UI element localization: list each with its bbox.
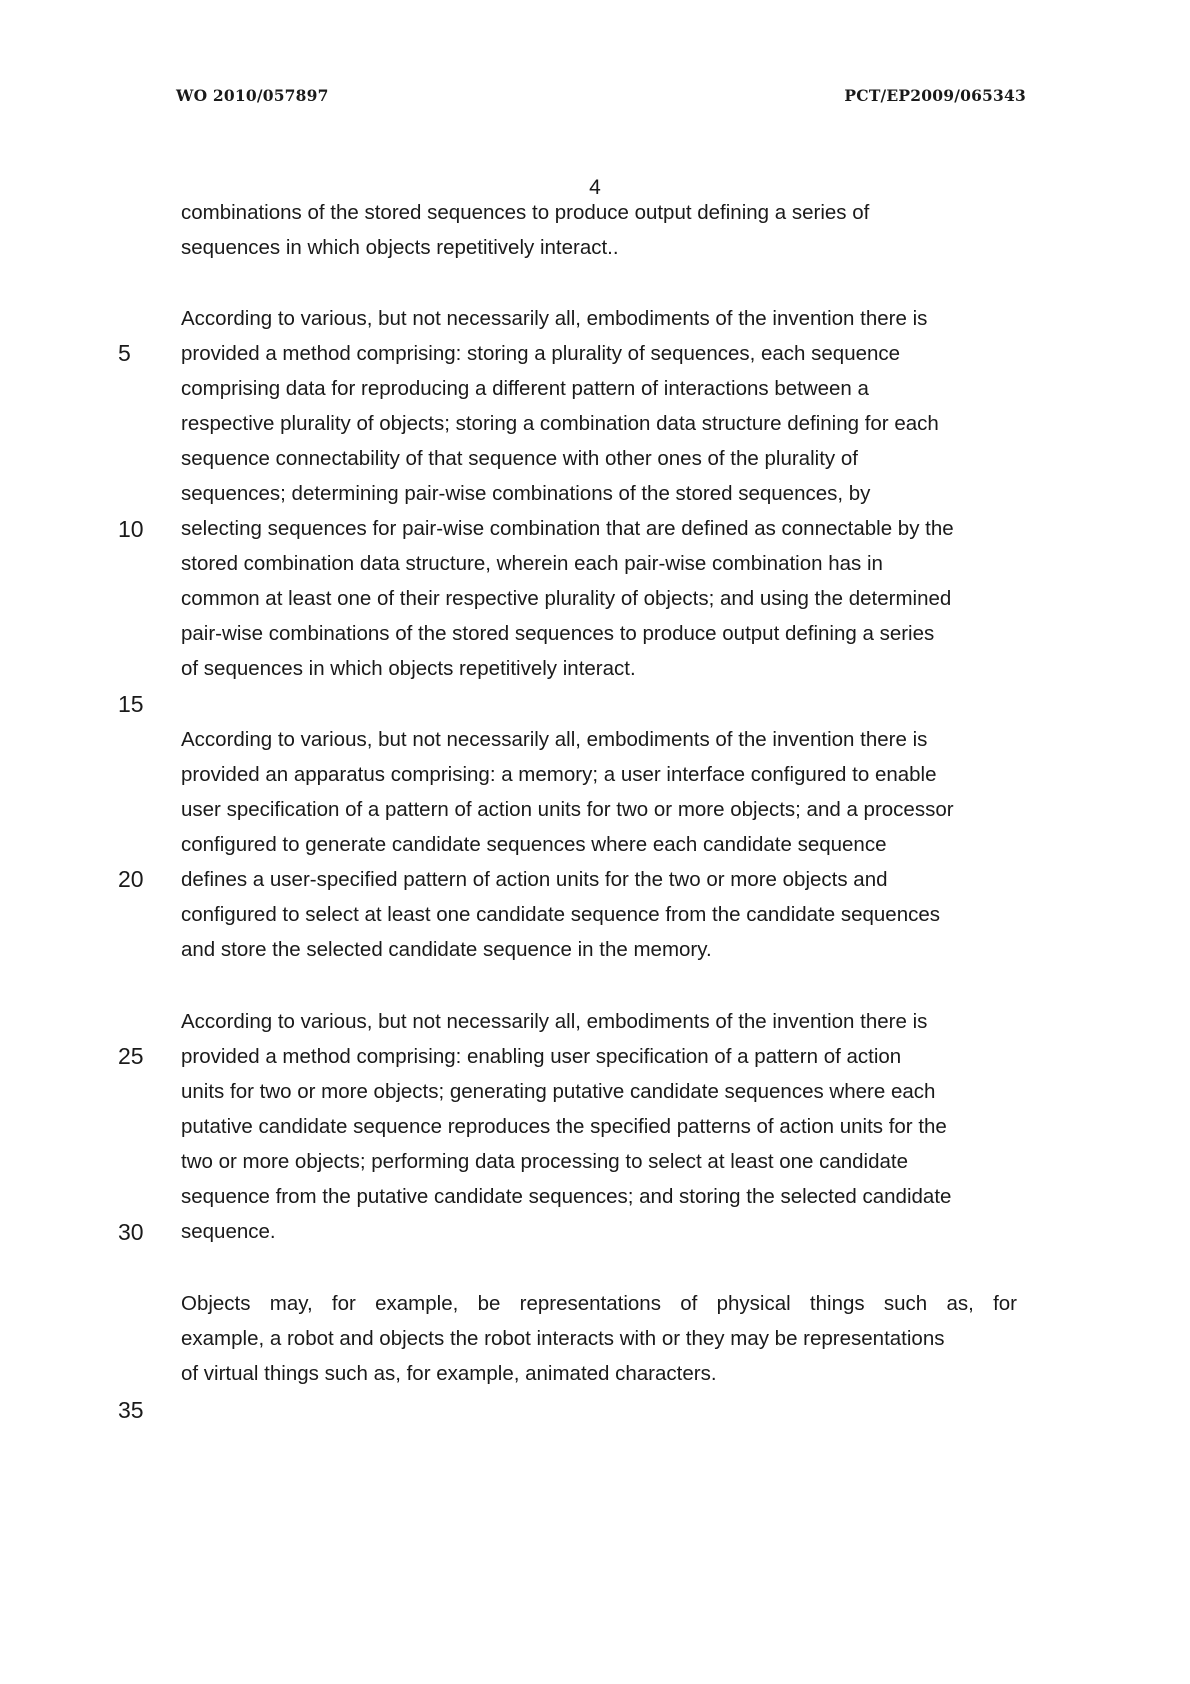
publication-number: WO 2010/057897 xyxy=(176,86,329,105)
text-line: and store the selected candidate sequence in the memory. xyxy=(181,938,712,961)
text-line: common at least one of their respective plurality of objects; and using the determined xyxy=(181,587,952,610)
text-line: provided a method comprising: storing a plurality of sequences, each sequence xyxy=(181,342,901,365)
text-line: of sequences in which objects repetitively interact. xyxy=(181,657,636,680)
application-number: PCT/EP2009/065343 xyxy=(844,86,1026,105)
text-line: of virtual things such as, for example, animated characters. xyxy=(181,1362,717,1385)
text-line: Objects may, for example, be representations of physical things such as, for xyxy=(181,1292,1017,1315)
text-line: user specification of a pattern of action units for two or more objects; and a processor xyxy=(181,798,954,821)
text-line: According to various, but not necessarily all, embodiments of the invention there is xyxy=(181,307,928,330)
text-line: According to various, but not necessarily all, embodiments of the invention there is xyxy=(181,728,928,751)
text-line: sequence connectability of that sequence with other ones of the plurality of xyxy=(181,447,858,470)
line-number: 10 xyxy=(118,516,144,542)
text-line: provided a method comprising: enabling user specification of a pattern of action xyxy=(181,1045,902,1068)
text-line: defines a user-specified pattern of action units for the two or more objects and xyxy=(181,868,888,891)
text-line: sequences in which objects repetitively interact.. xyxy=(181,236,619,259)
text-line: sequence. xyxy=(181,1220,276,1243)
line-number: 25 xyxy=(118,1043,144,1069)
text-line: putative candidate sequence reproduces the specified patterns of action units for the xyxy=(181,1115,947,1138)
text-line: combinations of the stored sequences to produce output defining a series of xyxy=(181,201,870,224)
text-line: pair-wise combinations of the stored sequences to produce output defining a series xyxy=(181,622,935,645)
text-line: respective plurality of objects; storing a combination data structure defining for each xyxy=(181,412,939,435)
line-number: 15 xyxy=(118,691,144,717)
text-line: sequence from the putative candidate sequences; and storing the selected candidate xyxy=(181,1185,952,1208)
text-line: selecting sequences for pair-wise combination that are defined as connectable by the xyxy=(181,517,954,540)
line-number: 30 xyxy=(118,1219,144,1245)
text-line: provided an apparatus comprising: a memory; a user interface configured to enable xyxy=(181,763,937,786)
text-line: According to various, but not necessarily all, embodiments of the invention there is xyxy=(181,1010,928,1033)
text-line: two or more objects; performing data processing to select at least one candidate xyxy=(181,1150,909,1173)
line-number: 35 xyxy=(118,1397,144,1423)
line-number: 5 xyxy=(118,340,131,366)
text-line: configured to generate candidate sequences where each candidate sequence xyxy=(181,833,887,856)
text-line: example, a robot and objects the robot interacts with or they may be representations xyxy=(181,1327,945,1350)
text-line: configured to select at least one candidate sequence from the candidate sequences xyxy=(181,903,941,926)
text-line: sequences; determining pair-wise combinations of the stored sequences, by xyxy=(181,482,871,505)
text-line: comprising data for reproducing a different pattern of interactions between a xyxy=(181,377,869,400)
page-number: 4 xyxy=(589,176,601,199)
text-line: stored combination data structure, wherein each pair-wise combination has in xyxy=(181,552,883,575)
line-number: 20 xyxy=(118,866,144,892)
text-line: units for two or more objects; generating putative candidate sequences where each xyxy=(181,1080,936,1103)
